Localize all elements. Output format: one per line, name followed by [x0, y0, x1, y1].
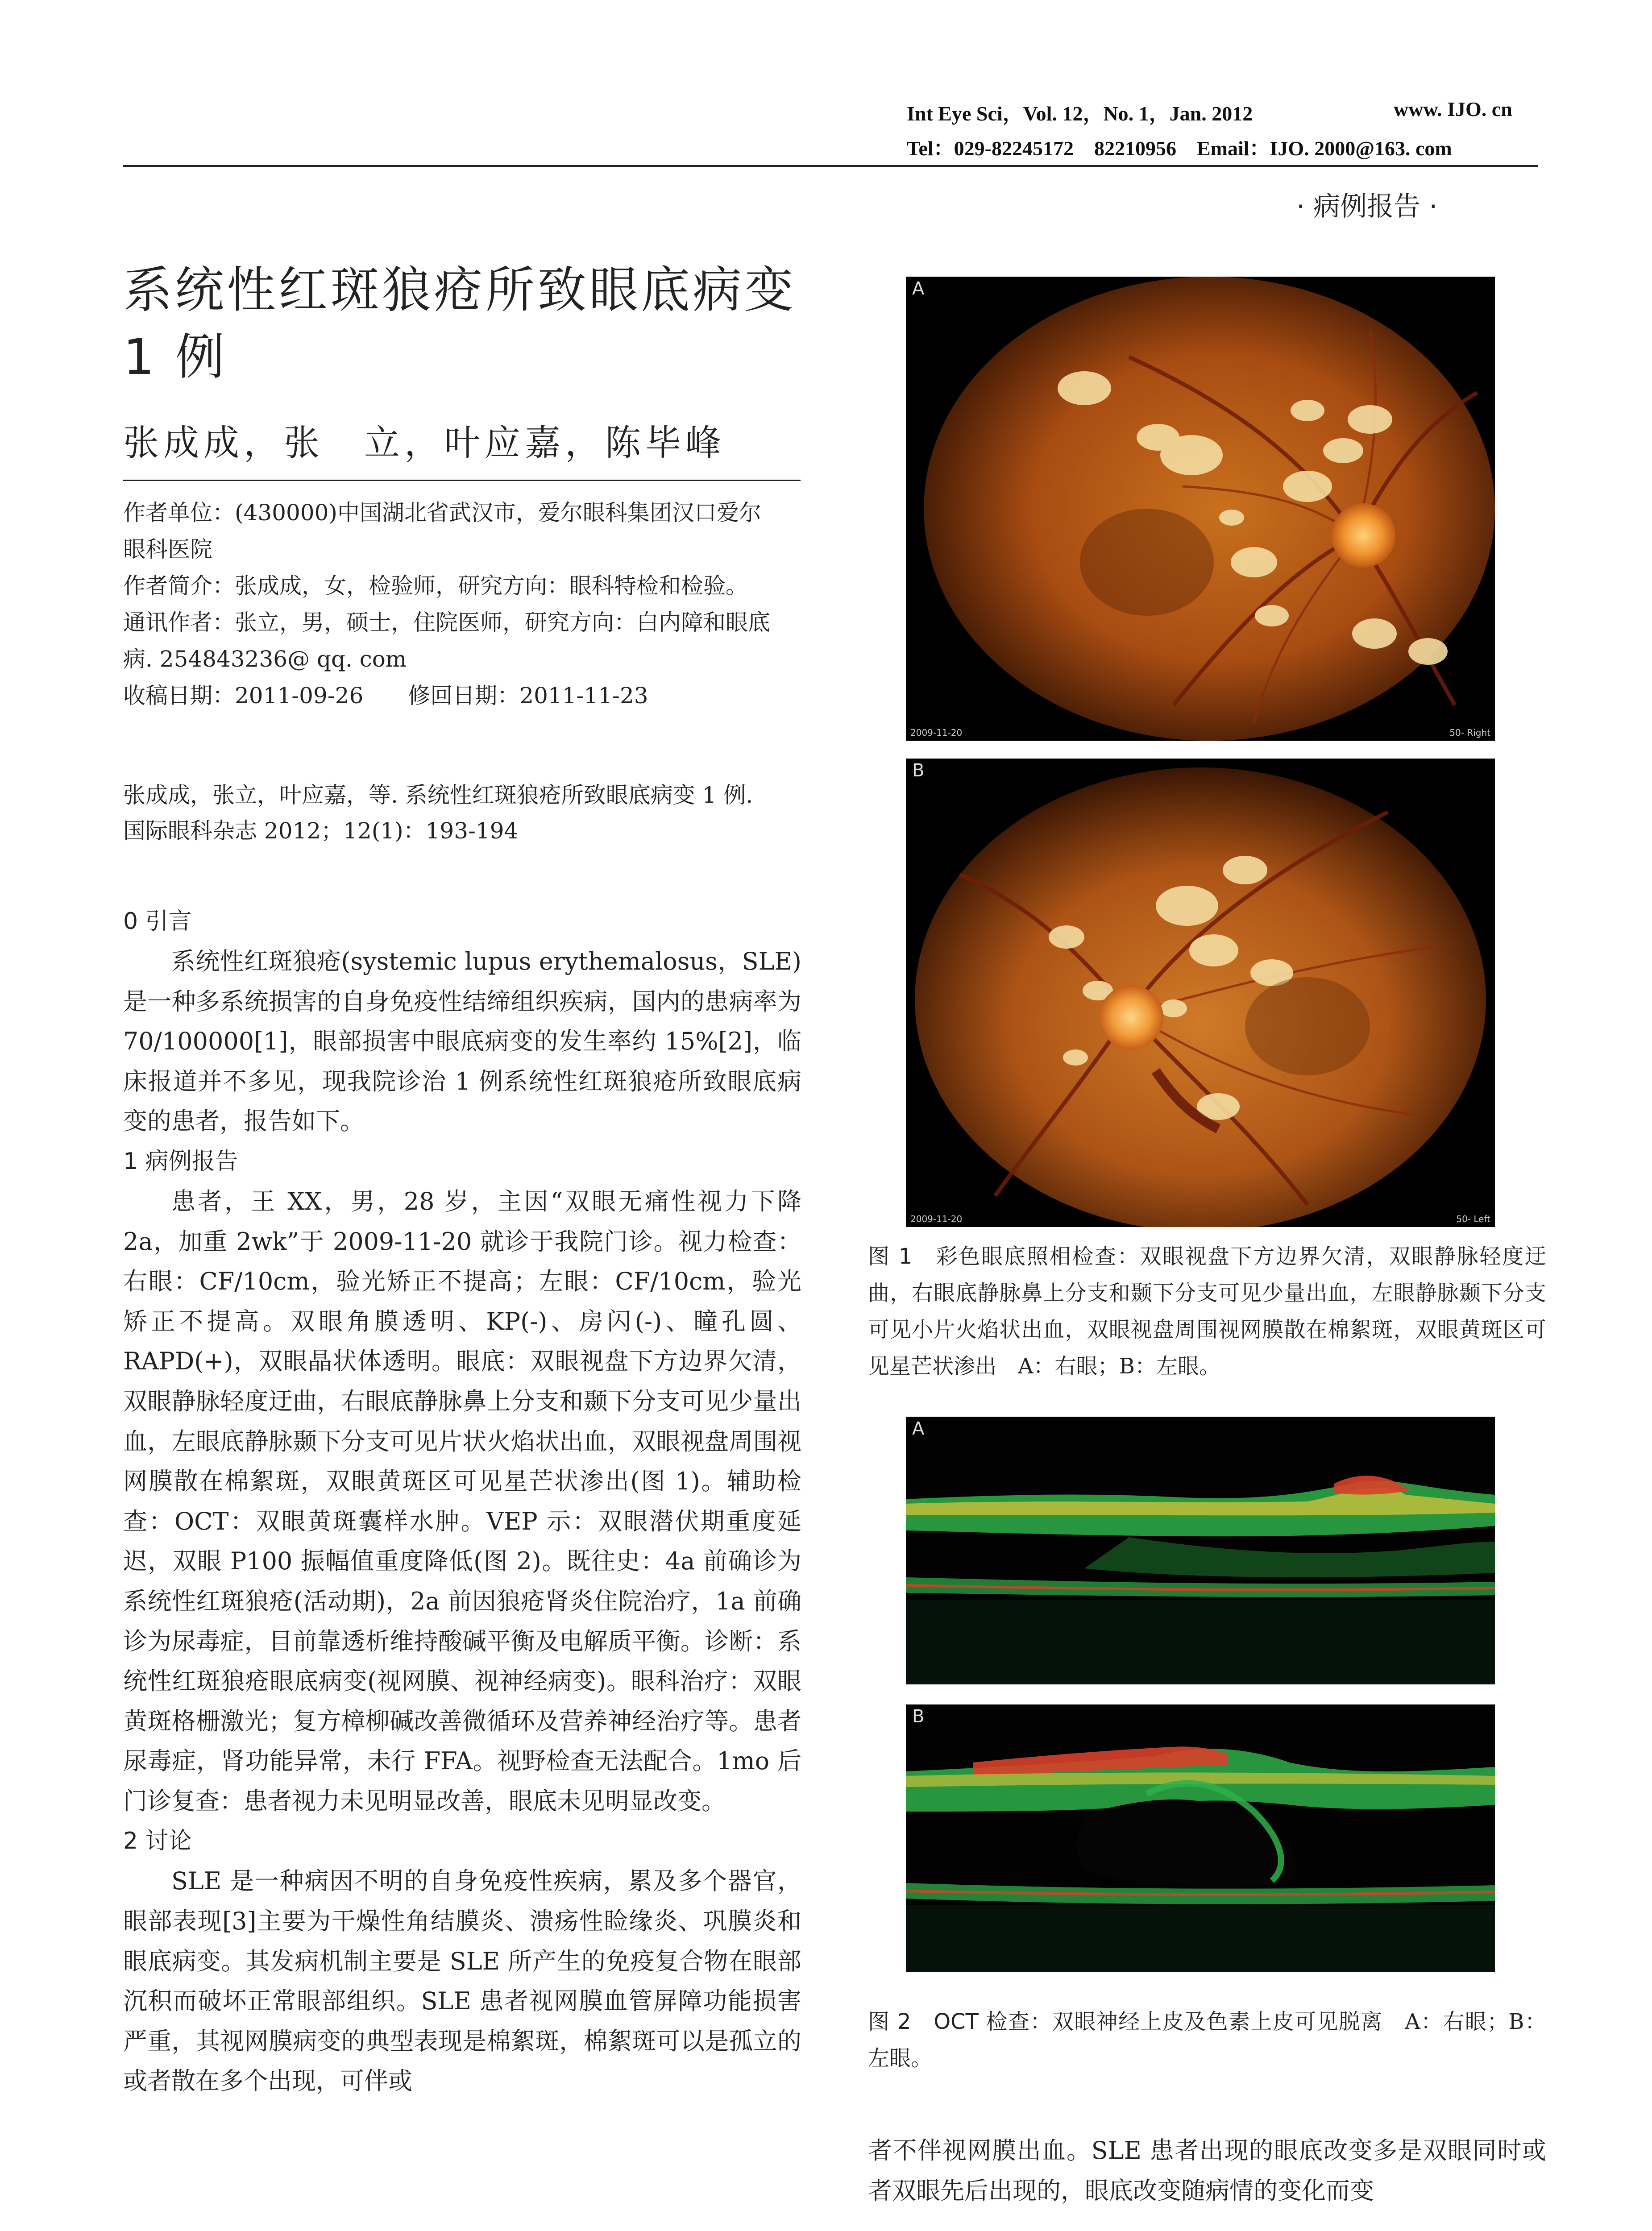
info-line: 作者单位：(430000)中国湖北省武汉市，爱尔眼科集团汉口爱尔	[123, 500, 761, 526]
figure2-label-a: A	[912, 1418, 925, 1439]
figure2-caption-main: 图 2 OCT 检查：双眼神经上皮及色素上皮可见脱离	[868, 2009, 1383, 2034]
citation-line: 张成成，张立，叶应嘉，等. 系统性红斑狼疮所致眼底病变 1 例.	[123, 782, 753, 808]
oct-scan-right-eye	[906, 1417, 1495, 1684]
journal-citation: Int Eye Sci，Vol. 12，No. 1，Jan. 2012	[907, 102, 1253, 125]
journal-contact: Tel：029-82245172 82210956 Email：IJO. 2000@163. com	[907, 137, 1452, 160]
fundus-left-image	[906, 759, 1495, 1227]
oct-left-image	[906, 1704, 1495, 1972]
figure1-label-a: A	[912, 278, 925, 299]
figure1-caption-main: 图 1 彩色眼底照相检查：双眼视盘下方边界欠清，双眼静脉轻度迂曲，右眼底静脉鼻上分支和颞下分支可见少量出血，左眼静脉颞下分支可见小片火焰状出血，双眼视盘周围视网膜散在棉絮斑，双眼黄斑区可见星芒状渗出	[868, 1244, 1546, 1379]
info-line: 收稿日期：2011-09-26 修回日期：2011-11-23	[123, 683, 648, 709]
author-info	[123, 494, 801, 714]
section-tag: · 病例报告 ·	[1296, 191, 1438, 222]
case-paragraph: 患者，王 XX，男，28 岁，主因“双眼无痛性视力下降 2a，加重 2wk”于 2009-11-20 就诊于我院门诊。视力检查：右眼：CF/10cm，验光矫正不提高；左眼：CF/10cm，验光矫正不提高。双眼角膜透明、KP(-)、房闪(-)、瞳孔圆、RAPD(+)，双眼晶状体透明。眼底：双眼视盘下方边界欠清，双眼静脉轻度迂曲，右眼底静脉鼻上分支和颞下分支可见少量出血，左眼底静脉颞下分支可见片状火焰状出血，双眼视盘周围视网膜散在棉絮斑，双眼黄斑区可见星芒状渗出(图 1)。辅助检查：OCT：双眼黄斑囊样水肿。VEP 示：双眼潜伏期重度延迟，双眼 P100 振幅值重度降低(图 2)。既往史：4a 前确诊为系统性红斑狼疮(活动期)，2a 前因狼疮肾炎住院治疗，1a 前确诊为尿毒症，目前靠透析维持酸碱平衡及电解质平衡。诊断：系统性红斑狼疮眼底病变(视网膜、视神经病变)。眼科治疗：双眼黄斑格栅激光；复方樟柳碱改善微循环及营养神经治疗等。患者尿毒症，肾功能异常，未行 FFA。视野检查无法配合。1mo 后门诊复查：患者视力未见明显改善，眼底未见明显改变。	[123, 1187, 801, 1815]
section-heading-case: 1 病例报告	[123, 1148, 238, 1175]
figure2-label-b: B	[912, 1706, 925, 1727]
figure1-caption	[868, 1238, 1546, 1385]
header-rule	[123, 165, 1538, 167]
figure2-caption	[868, 2003, 1546, 2077]
oct-scan-left-eye	[906, 1704, 1495, 1972]
journal-website: www. IJO. cn	[1394, 98, 1512, 120]
info-line: 作者简介：张成成，女，检验师，研究方向：眼科特检和检验。	[123, 573, 748, 599]
citation-block	[123, 777, 801, 849]
section-heading-intro: 0 引言	[123, 908, 192, 935]
figure1-label-b: B	[912, 760, 925, 781]
section-heading-discussion: 2 讨论	[123, 1828, 192, 1855]
figure1a-date: 2009-11-20	[910, 727, 963, 738]
title-rule	[123, 480, 801, 481]
fundus-photo-left-eye	[906, 759, 1495, 1227]
info-line: 通讯作者：张立，男，硕士，住院医师，研究方向：白内障和眼底	[123, 610, 770, 635]
fundus-right-image	[906, 277, 1495, 741]
figure2-caption-legend: A：右眼；B：左眼。	[868, 2009, 1546, 2071]
figure1b-date: 2009-11-20	[910, 1214, 963, 1224]
info-line: 病. 254843236@ qq. com	[123, 646, 407, 672]
discussion-paragraph: SLE 是一种病因不明的自身免疫性疾病，累及多个器官，眼部表现[3]主要为干燥性角结膜炎、溃疡性睑缘炎、巩膜炎和眼底病变。其发病机制主要是 SLE 所产生的免疫复合物在眼部沉积而破坏正常眼部组织。SLE 患者视网膜血管屏障功能损害严重，其视网膜病变的典型表现是棉絮斑，棉絮斑可以是孤立的或者散在多个出现，可伴或	[123, 1867, 801, 2095]
figure1a-corner-label: 50- Right	[1449, 727, 1490, 738]
article-authors: 张成成，张 立，叶应嘉，陈毕峰	[123, 422, 726, 464]
article-title-line2: 1 例	[123, 328, 227, 386]
fundus-photo-right-eye	[906, 277, 1495, 741]
right-column-continuation: 者不伴视网膜出血。SLE 患者出现的眼底改变多是双眼同时或者双眼先后出现的，眼底改变随病情的变化而变	[868, 2136, 1546, 2205]
figure1-caption-legend: A：右眼；B：左眼。	[996, 1354, 1220, 1379]
article-title-line1: 系统性红斑狼疮所致眼底病变	[123, 261, 796, 319]
info-line: 眼科医院	[123, 536, 212, 562]
left-column-body	[123, 901, 801, 2101]
citation-line: 国际眼科杂志 2012；12(1)：193-194	[123, 818, 519, 844]
figure1b-corner-label: 50- Left	[1456, 1214, 1490, 1224]
intro-paragraph: 系统性红斑狼疮(systemic lupus erythemalosus，SLE)是一种多系统损害的自身免疫性结缔组织疾病，国内的患病率为 70/100000[1]，眼部损害中眼底病变的发生率约 15%[2]，临床报道并不多见，现我院诊治 1 例系统性红斑狼疮所致眼底病变的患者，报告如下。	[123, 947, 801, 1136]
oct-right-image	[906, 1417, 1495, 1684]
